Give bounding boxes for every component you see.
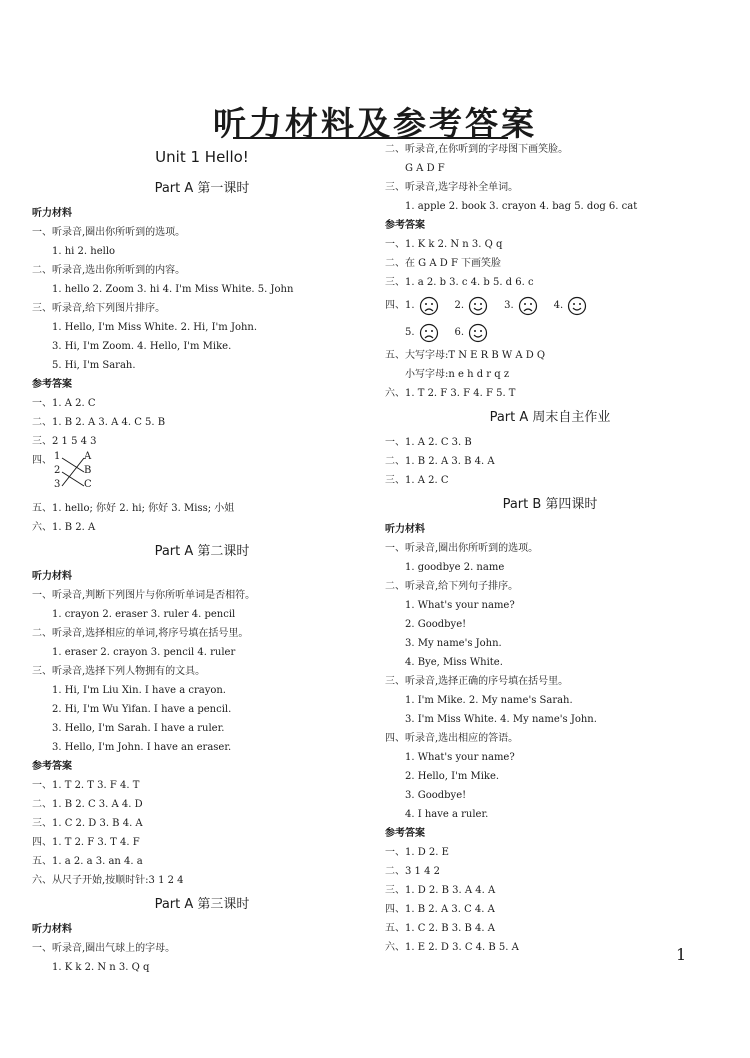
- answer-line: 4. I have a ruler.: [405, 809, 489, 820]
- question-line: 一、听录音,圈出你所听到的选项。: [385, 543, 539, 554]
- part-heading: Part A 第一课时: [154, 181, 250, 196]
- title-underline: [233, 137, 508, 139]
- answer-line: 五、1. a 2. a 3. an 4. a: [32, 856, 143, 867]
- matching-right-item: C: [84, 479, 92, 490]
- answer-line: 3. Hello, I'm Sarah. I have a ruler.: [52, 723, 225, 734]
- matching-exercise: [32, 451, 372, 499]
- listening-label: 听力材料: [385, 524, 425, 535]
- answer-line: 二、3 1 4 2: [385, 866, 440, 877]
- question-line: 二、听录音,选出你所听到的内容。: [32, 265, 186, 276]
- answer-line: 3. Hello, I'm John. I have an eraser.: [52, 742, 232, 753]
- answer-line: 一、1. A 2. C 3. B: [385, 437, 472, 448]
- question-line: 三、听录音,给下列图片排序。: [32, 303, 166, 314]
- answer-line: 六、1. B 2. A: [32, 522, 96, 533]
- answer-line: 3. My name's John.: [405, 638, 502, 649]
- answer-line: 五、1. hello; 你好 2. hi; 你好 3. Miss; 小姐: [32, 503, 235, 514]
- answer-line: 小写字母:n e h d r q z: [405, 369, 510, 380]
- answer-line: 一、1. A 2. C: [32, 398, 96, 409]
- question-line: 三、听录音,选择正确的序号填在括号里。: [385, 676, 569, 687]
- answer-line: 五、大写字母:T N E R B W A D Q: [385, 350, 546, 361]
- face-number: 3.: [504, 300, 514, 311]
- matching-lines: [60, 451, 90, 495]
- matching-left-item: 3: [54, 479, 61, 490]
- answer-line: 1. Hi, I'm Liu Xin. I have a crayon.: [52, 685, 226, 696]
- answer-label: 参考答案: [32, 761, 72, 772]
- question-line: 三、听录音,选择下列人物拥有的文具。: [32, 666, 206, 677]
- sad-face-icon: [419, 296, 439, 316]
- answer-line: 二、1. B 2. A 3. A 4. C 5. B: [32, 417, 166, 428]
- answer-label: 参考答案: [385, 220, 425, 231]
- smiley-face-icon: [468, 323, 488, 343]
- answer-line: 1. hi 2. hello: [52, 246, 116, 257]
- matching-left-item: 1: [54, 451, 61, 462]
- answer-line: 一、1. K k 2. N n 3. Q q: [385, 239, 503, 250]
- answer-line: 4. Bye, Miss White.: [405, 657, 503, 668]
- part-heading: Part A 第三课时: [154, 897, 250, 912]
- answer-line: 1. crayon 2. eraser 3. ruler 4. pencil: [52, 609, 236, 620]
- answer-line: 3. I'm Miss White. 4. My name's John.: [405, 714, 597, 725]
- listening-label: 听力材料: [32, 208, 72, 219]
- question-line: 三、听录音,选字母补全单词。: [385, 182, 519, 193]
- answer-line: 二、1. B 2. A 3. B 4. A: [385, 456, 495, 467]
- question-number: 四、: [385, 300, 405, 311]
- answer-line: 2. Hello, I'm Mike.: [405, 771, 500, 782]
- answer-label: 参考答案: [385, 828, 425, 839]
- left-column: [32, 140, 372, 977]
- answer-line: 1. goodbye 2. name: [405, 562, 505, 573]
- face-number: 5.: [405, 327, 415, 338]
- face-number: 1.: [405, 300, 415, 311]
- face-answer-row: [385, 319, 715, 346]
- answer-line: 一、1. D 2. E: [385, 847, 449, 858]
- question-line: 四、听录音,选出相应的答语。: [385, 733, 519, 744]
- answer-line: 3. Hi, I'm Zoom. 4. Hello, I'm Mike.: [52, 341, 232, 352]
- answer-line: 六、从尺子开始,按顺时针:3 1 2 4: [32, 875, 184, 886]
- answer-line: 三、2 1 5 4 3: [32, 436, 97, 447]
- answer-line: 1. apple 2. book 3. crayon 4. bag 5. dog 6. cat: [405, 201, 638, 212]
- answer-line: 1. K k 2. N n 3. Q q: [52, 962, 150, 973]
- answer-line: 3. Goodbye!: [405, 790, 467, 801]
- question-line: 一、听录音,判断下列图片与你所听单词是否相符。: [32, 590, 256, 601]
- answer-line: 1. What's your name?: [405, 752, 515, 763]
- answer-line: 1. What's your name?: [405, 600, 515, 611]
- smiley-face-icon: [567, 296, 587, 316]
- answer-line: 三、1. a 2. b 3. c 4. b 5. d 6. c: [385, 277, 534, 288]
- answer-line: 四、1. B 2. A 3. C 4. A: [385, 904, 495, 915]
- face-answer-row: [385, 292, 715, 319]
- answer-line: 六、1. E 2. D 3. C 4. B 5. A: [385, 942, 519, 953]
- matching-left-item: 2: [54, 465, 61, 476]
- matching-prefix: 四、: [32, 455, 52, 466]
- answer-line: 二、1. B 2. C 3. A 4. D: [32, 799, 143, 810]
- matching-right-item: B: [84, 465, 92, 476]
- question-line: 一、听录音,圈出你所听到的选项。: [32, 227, 186, 238]
- question-line: 一、听录音,圈出气球上的字母。: [32, 943, 176, 954]
- matching-right-item: A: [84, 451, 92, 462]
- unit-heading: Unit 1 Hello!: [155, 148, 249, 166]
- answer-line: 四、1. T 2. F 3. T 4. F: [32, 837, 140, 848]
- question-line: 二、听录音,给下列句子排序。: [385, 581, 519, 592]
- answer-line: 2. Hi, I'm Wu Yifan. I have a pencil.: [52, 704, 232, 715]
- answer-line: 5. Hi, I'm Sarah.: [52, 360, 136, 371]
- answer-line: 一、1. T 2. T 3. F 4. T: [32, 780, 140, 791]
- answer-line: 五、1. C 2. B 3. B 4. A: [385, 923, 495, 934]
- answer-line: 二、在 G A D F 下画笑脸: [385, 258, 502, 269]
- part-heading: Part A 周末自主作业: [489, 410, 611, 425]
- answer-line: 六、1. T 2. F 3. F 4. F 5. T: [385, 388, 516, 399]
- answer-line: 1. I'm Mike. 2. My name's Sarah.: [405, 695, 573, 706]
- face-number: 6.: [454, 327, 465, 338]
- listening-label: 听力材料: [32, 571, 72, 582]
- sad-face-icon: [419, 323, 439, 343]
- answer-line: 三、1. A 2. C: [385, 475, 449, 486]
- answer-line: 1. hello 2. Zoom 3. hi 4. I'm Miss White. 5. John: [52, 284, 294, 295]
- answer-line: 1. Hello, I'm Miss White. 2. Hi, I'm John.: [52, 322, 258, 333]
- sad-face-icon: [518, 296, 538, 316]
- answer-line: 三、1. D 2. B 3. A 4. A: [385, 885, 496, 896]
- question-line: 二、听录音,在你听到的字母图下画笑脸。: [385, 144, 569, 155]
- page-number: 1: [676, 945, 687, 964]
- listening-label: 听力材料: [32, 924, 72, 935]
- answer-line: 2. Goodbye!: [405, 619, 467, 630]
- part-heading: Part B 第四课时: [502, 497, 598, 512]
- right-column: [385, 140, 715, 957]
- answer-label: 参考答案: [32, 379, 72, 390]
- face-number: 2.: [454, 300, 465, 311]
- smiley-face-icon: [468, 296, 488, 316]
- part-heading: Part A 第二课时: [154, 544, 250, 559]
- answer-line: 三、1. C 2. D 3. B 4. A: [32, 818, 143, 829]
- answer-line: G A D F: [405, 163, 445, 174]
- page-title: 听力材料及参考答案: [213, 104, 537, 143]
- question-line: 二、听录音,选择相应的单词,将序号填在括号里。: [32, 628, 249, 639]
- answer-line: 1. eraser 2. crayon 3. pencil 4. ruler: [52, 647, 236, 658]
- face-number: 4.: [553, 300, 564, 311]
